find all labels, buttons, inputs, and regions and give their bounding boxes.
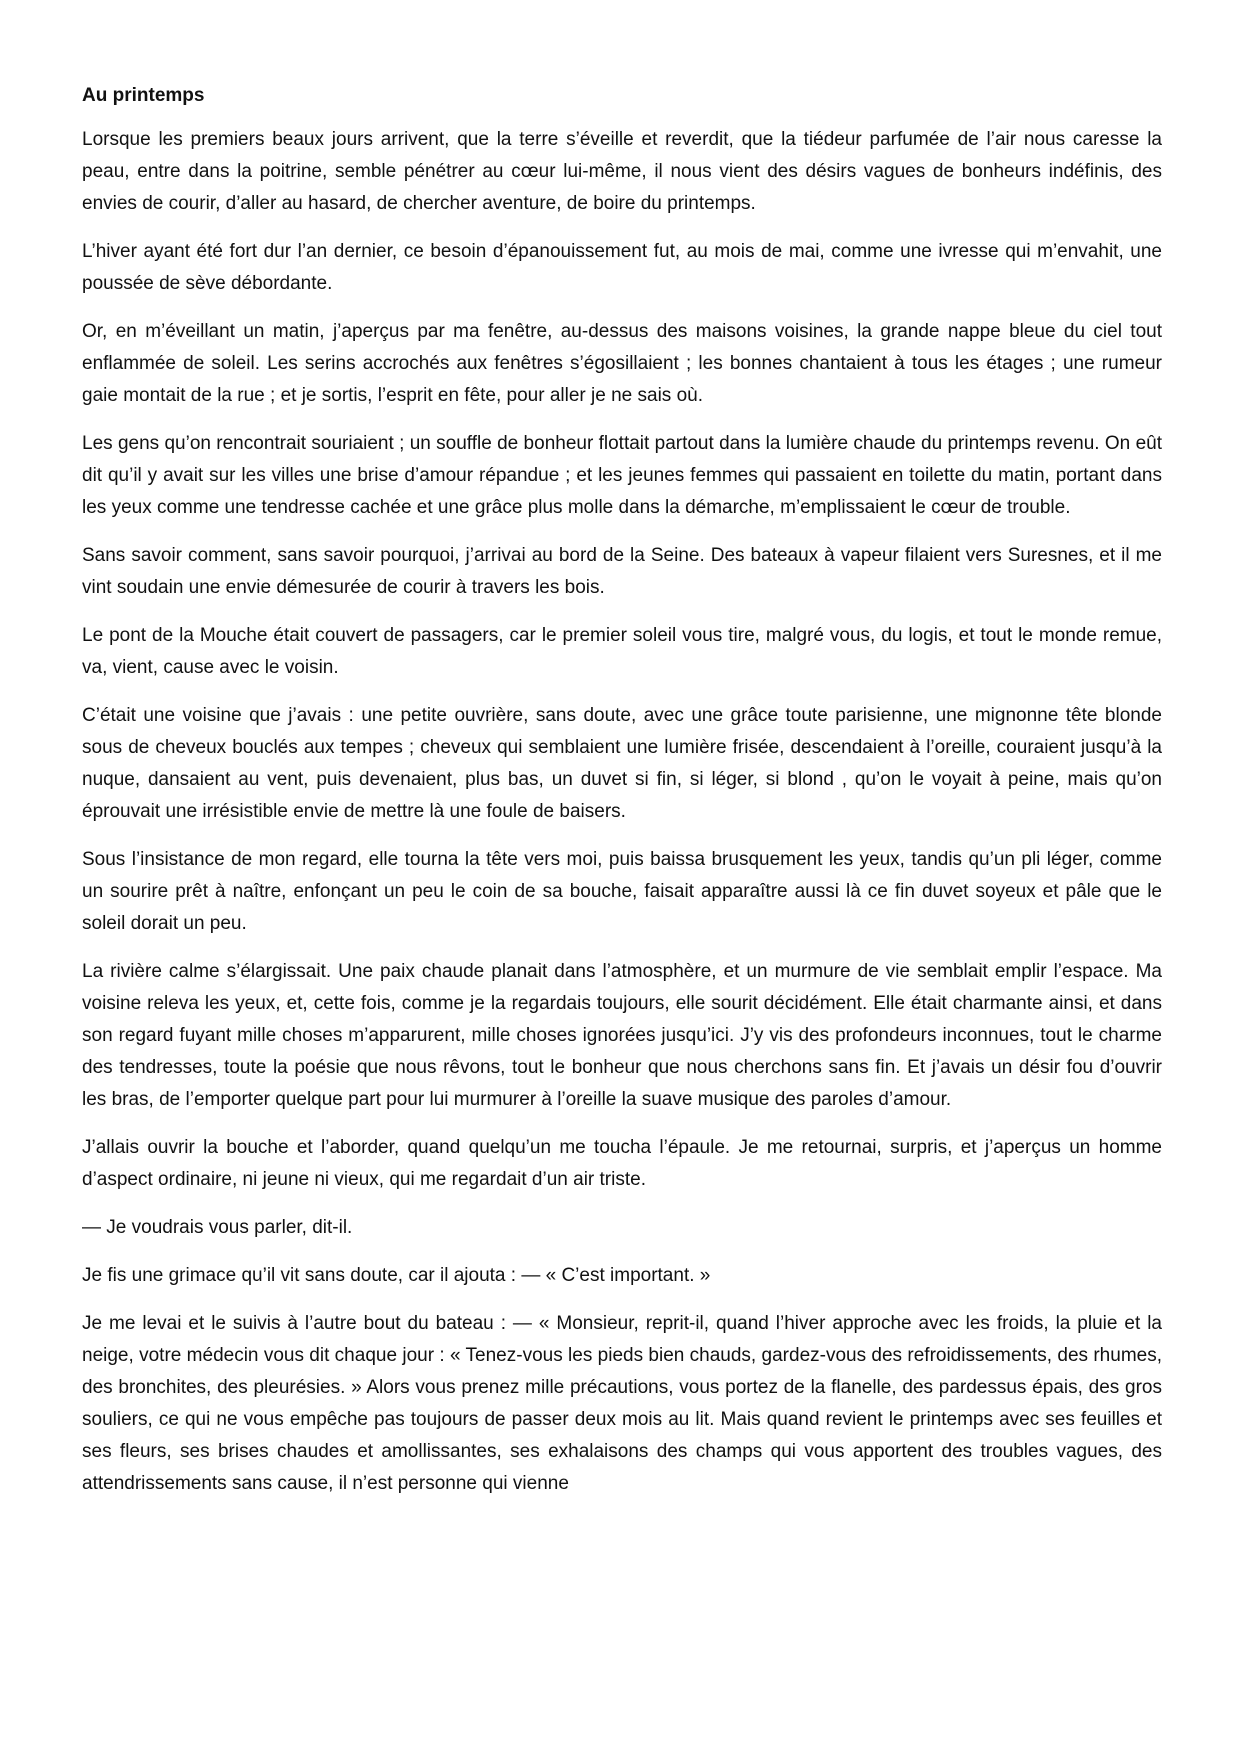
paragraph: J’allais ouvrir la bouche et l’aborder, quand quelqu’un me toucha l’épaule. Je me retournai, surpris, et j’aperçus un homme d’aspect ordinaire, ni jeune ni vieux, qui me regardait d’un air triste. [82, 1137, 1162, 1190]
paragraph: Le pont de la Mouche était couvert de passagers, car le premier soleil vous tire, malgré vous, du logis, et tout le monde remue, va, vient, cause avec le voisin. [82, 625, 1162, 678]
document-page [82, 80, 1162, 1500]
paragraph: La rivière calme s’élargissait. Une paix chaude planait dans l’atmosphère, et un murmure de vie semblait emplir l’espace. Ma voisine releva les yeux, et, cette fois, comme je la regardais toujours, elle sourit décidément. Elle était charmante ainsi, et dans son regard fuyant mille choses m’apparurent, mille choses ignorées jusqu’ici. J’y vis des profondeurs inconnues, tout le charme des tendresses, toute la poésie que nous rêvons, tout le bonheur que nous cherchons sans fin. Et j’avais un désir fou d’ouvrir les bras, de l’emporter quelque part pour lui murmurer à l’oreille la suave musique des paroles d’amour. [82, 961, 1162, 1110]
paragraph: Je me levai et le suivis à l’autre bout du bateau : — « Monsieur, reprit-il, quand l’hiver approche avec les froids, la pluie et la neige, votre médecin vous dit chaque jour : « Tenez-vous les pieds bien chauds, gardez-vous des refroidissements, des rhumes, des bronchites, des pleurésies. » Alors vous prenez mille précautions, vous portez de la flanelle, des pardessus épais, des gros souliers, ce qui ne vous empêche pas toujours de passer deux mois au lit. Mais quand revient le printemps avec ses feuilles et ses fleurs, ses brises chaudes et amollissantes, ses exhalaisons des champs qui vous apportent des troubles vagues, des attendrissements sans cause, il n’est personne qui vienne [82, 1313, 1162, 1494]
document-title: Au printemps [82, 85, 205, 106]
dialogue-line: — Je voudrais vous parler, dit-il. [82, 1217, 353, 1238]
paragraph: Sans savoir comment, sans savoir pourquoi, j’arrivai au bord de la Seine. Des bateaux à vapeur filaient vers Suresnes, et il me vint soudain une envie démesurée de courir à travers les bois. [82, 545, 1162, 598]
paragraph: Les gens qu’on rencontrait souriaient ; un souffle de bonheur flottait partout dans la lumière chaude du printemps revenu. On eût dit qu’il y avait sur les villes une brise d’amour répandue ; et les jeunes femmes qui passaient en toilette du matin, portant dans les yeux comme une tendresse cachée et une grâce plus molle dans la démarche, m’emplissaient le cœur de trouble. [82, 433, 1162, 518]
paragraph: Or, en m’éveillant un matin, j’aperçus par ma fenêtre, au-dessus des maisons voisines, la grande nappe bleue du ciel tout enflammée de soleil. Les serins accrochés aux fenêtres s’égosillaient ; les bonnes chantaient à tous les étages ; une rumeur gaie montait de la rue ; et je sortis, l’esprit en fête, pour aller je ne sais où. [82, 321, 1162, 406]
paragraph: Je fis une grimace qu’il vit sans doute, car il ajouta : — « C’est important. » [82, 1265, 711, 1286]
paragraph: Sous l’insistance de mon regard, elle tourna la tête vers moi, puis baissa brusquement les yeux, tandis qu’un pli léger, comme un sourire prêt à naître, enfonçant un peu le coin de sa bouche, faisait apparaître aussi là ce fin duvet soyeux et pâle que le soleil dorait un peu. [82, 849, 1162, 934]
paragraph: Lorsque les premiers beaux jours arrivent, que la terre s’éveille et reverdit, que la tiédeur parfumée de l’air nous caresse la peau, entre dans la poitrine, semble pénétrer au cœur lui-même, il nous vient des désirs vagues de bonheurs indéfinis, des envies de courir, d’aller au hasard, de chercher aventure, de boire du printemps. [82, 129, 1162, 214]
paragraph: C’était une voisine que j’avais : une petite ouvrière, sans doute, avec une grâce toute parisienne, une mignonne tête blonde sous de cheveux bouclés aux tempes ; cheveux qui semblaient une lumière frisée, descendaient à l’oreille, couraient jusqu’à la nuque, dansaient au vent, puis devenaient, plus bas, un duvet si fin, si léger, si blond , qu’on le voyait à peine, mais qu’on éprouvait une irrésistible envie de mettre là une foule de baisers. [82, 705, 1162, 822]
paragraph: L’hiver ayant été fort dur l’an dernier, ce besoin d’épanouissement fut, au mois de mai, comme une ivresse qui m’envahit, une poussée de sève débordante. [82, 241, 1162, 294]
